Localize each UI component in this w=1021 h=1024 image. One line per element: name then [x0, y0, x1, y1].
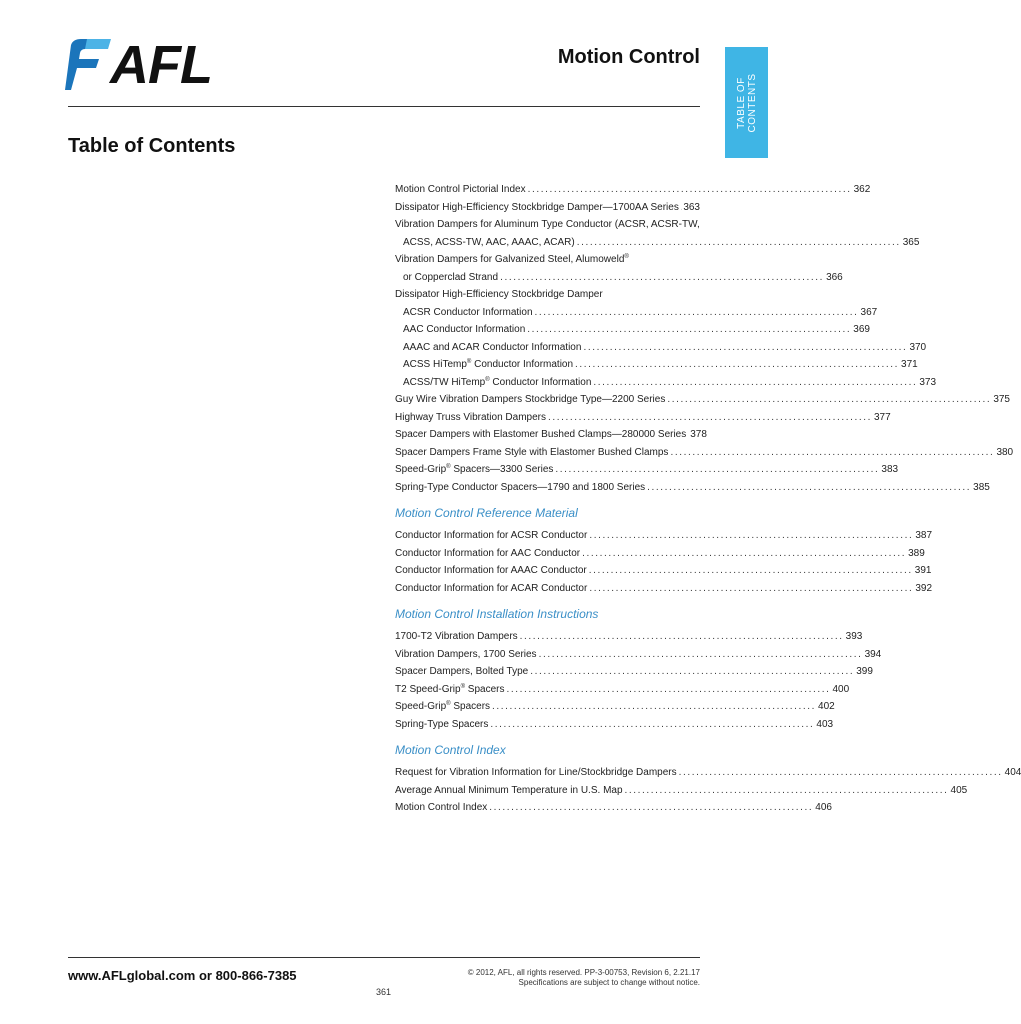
- toc-entry[interactable]: 1700-T2 Vibration Dampers .......................................................................... 393: [395, 631, 863, 642]
- toc-section-heading: Motion Control Reference Material: [395, 506, 578, 520]
- toc-entry[interactable]: AAAC and ACAR Conductor Information .......................................................................... 370: [403, 341, 927, 353]
- toc-entry[interactable]: AAC Conductor Information .......................................................................... 369: [403, 324, 870, 335]
- toc-entry[interactable]: Spacer Dampers, Bolted Type .......................................................................... 399: [395, 666, 873, 677]
- toc-entry[interactable]: Spacer Dampers Frame Style with Elastomer Bushed Clamps .......................................................................... 380: [395, 446, 1014, 458]
- toc-entry[interactable]: Spring-Type Conductor Spacers—1790 and 1800 Series .......................................................................... 385: [395, 481, 990, 493]
- toc-entry[interactable]: ACSS/TW HiTemp® Conductor Information .......................................................................... 373: [403, 376, 937, 388]
- toc-entry[interactable]: ACSR Conductor Information .......................................................................... 367: [403, 306, 878, 318]
- side-tab-label: TABLE OF CONTENTS: [735, 73, 758, 132]
- toc-entry[interactable]: Average Annual Minimum Temperature in U.S. Map .......................................................................... 405: [395, 784, 968, 796]
- toc-entry[interactable]: Vibration Dampers, 1700 Series .......................................................................... 394: [395, 648, 882, 660]
- toc-entry[interactable]: Request for Vibration Information for Line/Stockbridge Dampers .......................................................................... 404: [395, 767, 1021, 778]
- toc-entry[interactable]: Highway Truss Vibration Dampers .......................................................................... 377: [395, 411, 891, 423]
- header-divider: [68, 106, 700, 107]
- toc-entry[interactable]: Vibration Dampers for Aluminum Type Conductor (ACSR, ACSR-TW, ACSS, ACSS-TW, AAC, AAAC, ACAR) .......................................................................... 365: [395, 219, 920, 248]
- toc-entry[interactable]: Spacer Dampers with Elastomer Bushed Clamps—280000 Series 378: [395, 429, 707, 440]
- toc-section-heading: Motion Control Installation Instructions: [395, 607, 599, 621]
- footer-contact[interactable]: www.AFLglobal.com or 800-866-7385: [68, 968, 297, 983]
- side-tab-table-of-contents[interactable]: [725, 47, 768, 158]
- footer-legal: © 2012, AFL, all rights reserved. PP-3-00753, Revision 6, 2.21.17 Specifications are subject to change without notice.: [467, 968, 700, 987]
- toc-group-heading: Dissipator High-Efficiency Stockbridge Damper: [395, 289, 603, 300]
- toc-entry[interactable]: Guy Wire Vibration Dampers Stockbridge Type—2200 Series .......................................................................... 375: [395, 394, 1010, 405]
- toc-entry[interactable]: Speed-Grip® Spacers .......................................................................... 402: [395, 701, 835, 712]
- toc-entry[interactable]: Motion Control Pictorial Index .......................................................................... 362: [395, 184, 871, 195]
- brand-wordmark: AFL: [110, 35, 212, 95]
- toc-entry[interactable]: Vibration Dampers for Galvanized Steel, Alumoweld® or Copperclad Strand .......................................................................... 366: [395, 254, 843, 283]
- section-title: Motion Control: [557, 46, 700, 68]
- toc-entry[interactable]: Conductor Information for ACAR Conductor .......................................................................... 392: [395, 582, 933, 594]
- toc-entry[interactable]: Conductor Information for ACSR Conductor .......................................................................... 387: [395, 530, 933, 541]
- toc-section-heading: Motion Control Index: [395, 743, 506, 757]
- toc-entry[interactable]: T2 Speed-Grip® Spacers .......................................................................... 400: [395, 683, 850, 695]
- toc-entry[interactable]: ACSS HiTemp® Conductor Information .......................................................................... 371: [403, 359, 918, 370]
- table-of-contents: [395, 181, 1021, 817]
- toc-entry[interactable]: Dissipator High-Efficiency Stockbridge Damper—1700AA Series 363: [395, 201, 700, 213]
- toc-entry[interactable]: Motion Control Index .......................................................................... 406: [395, 802, 832, 813]
- page-number: 361: [376, 987, 392, 997]
- toc-entry[interactable]: Speed-Grip® Spacers—3300 Series .......................................................................... 383: [395, 464, 899, 475]
- page-title: Table of Contents: [68, 135, 236, 157]
- toc-entry[interactable]: Conductor Information for AAAC Conductor .......................................................................... 391: [395, 565, 932, 576]
- toc-entry[interactable]: Conductor Information for AAC Conductor .......................................................................... 389: [395, 547, 925, 559]
- toc-entry[interactable]: Spring-Type Spacers .......................................................................... 403: [395, 718, 834, 730]
- footer-divider: [68, 957, 700, 958]
